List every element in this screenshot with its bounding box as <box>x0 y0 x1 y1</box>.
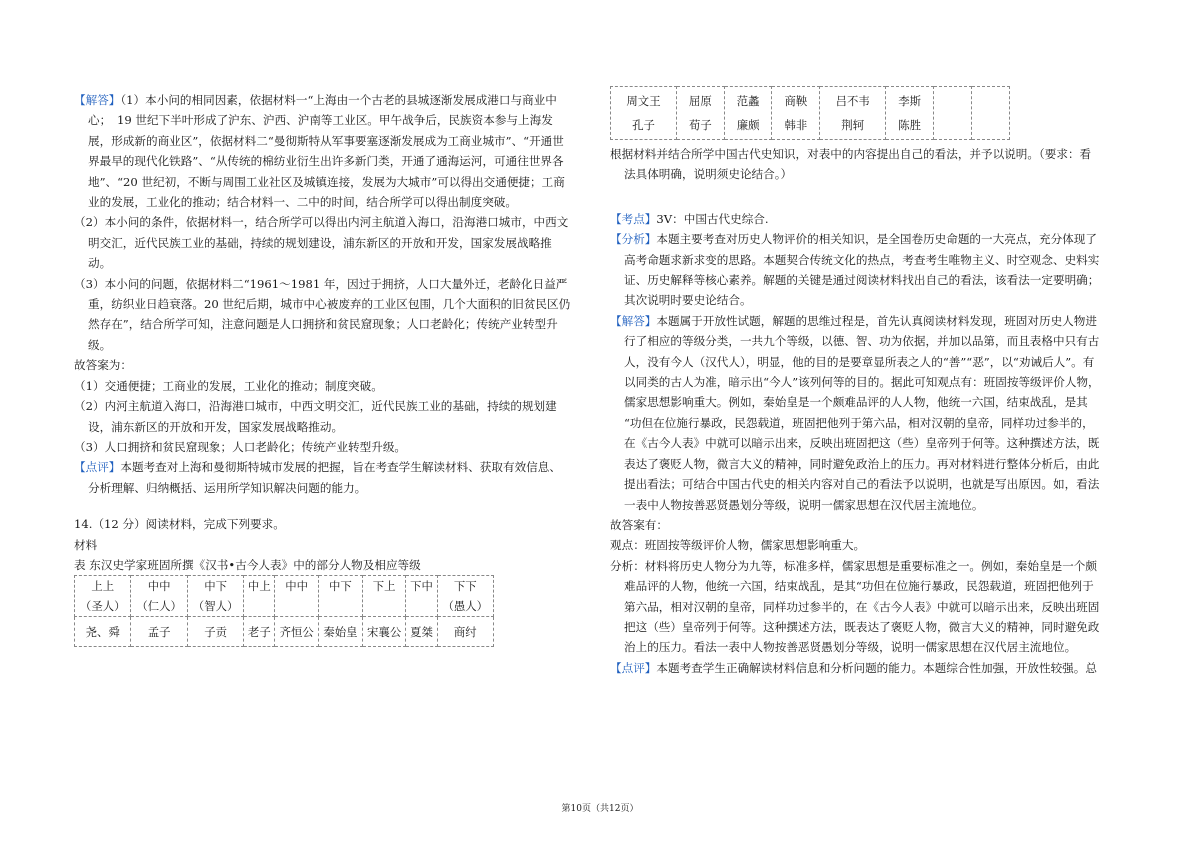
answer-line: 以同类的古人为准，暗示出“今人”该列何等的目的。据此可知观点有：班固按等级评价人物， <box>624 375 1100 390</box>
answer-line: 一表中人物按善恶贤愚划分等级，说明一儒家思想在汉代居主流地位。 <box>624 497 984 512</box>
grade-cell: 中下 <box>319 576 363 617</box>
final-answer-heading: 故答案为： <box>74 358 132 373</box>
person-cell: 尧、舜 <box>75 617 131 647</box>
analysis-line-1: 【分析】本题主要考查对历史人物评价的相关知识，是全国卷历史命题的一大亮点，充分体现了 <box>610 232 1097 247</box>
grade-cell: 下中 <box>406 576 437 617</box>
viewpoint-line: 观点：班固按等级评价人物，儒家思想影响重大。 <box>610 538 866 553</box>
analysis2-line: 把这（些）皇帝列于何等。这种撰述方法，既表达了褒贬人物，微言大义的精神，同时避免政 <box>624 619 1100 634</box>
grade-row <box>75 576 494 617</box>
answer-line: 在《古今人表》中就可以暗示出来，反映出班固把这（些）皇帝列于何等。这种撰述方法，既 <box>624 436 1100 451</box>
grade-cell: 下下 （愚人） <box>437 576 494 617</box>
person-cell: 商鞅 韩非 <box>772 87 820 140</box>
grade-cell: 下上 <box>362 576 406 617</box>
q13-part3-line: 重，纺织业日趋衰落。20 世纪后期，城市中心被废弃的工业区包围，几个大面积的旧贫民区仍 <box>88 297 571 312</box>
kaodian-line: 【考点】3V：中国古代史综合. <box>610 211 769 226</box>
answer-line: “功但在位施行暴政，民怨载道，班固把他列于第六品，相对汉朝的皇帝，同样功过参半的， <box>624 415 1094 430</box>
grade-cell: 中下 （智人） <box>187 576 243 617</box>
person-row <box>611 87 1010 140</box>
answer-line-1: 【解答】本题属于开放性试题，解题的思维过程是，首先认真阅读材料发现，班固对历史人物进 <box>610 313 1097 328</box>
q13-part3-line: 然存在”，结合所学可知，注意问题是人口拥挤和贫民窟现象；人口老龄化；传统产业转型升 <box>88 317 558 332</box>
person-cell: 屈原 荀子 <box>677 87 725 140</box>
page-footer: 第10页（共12页） <box>561 804 639 814</box>
answer-line: 表达了褒贬人物，微言大义的精神，同时避免政治上的压力。再对材料进行整体分析后，由此 <box>624 456 1100 471</box>
q14-prompt-line: 法具体明确，说明须史论结合。） <box>624 167 793 182</box>
person-cell: 子贡 <box>187 617 243 647</box>
analysis-tag: 【分析】 <box>610 232 657 247</box>
q13-answer-line: 心； 19 世纪下半叶形成了沪东、沪西、沪南等工业区。甲午战争后，民族资本参与上海发 <box>88 113 553 128</box>
analysis2-line: 分析：材料将历史人物分为九等，标准多样，儒家思想是重要标准之一。例如，秦始皇是一个颇 <box>610 558 1097 573</box>
answer-line: 提出看法；可结合中国古代史的相关内容对自己的看法予以说明，也就是写出原因。如，看法 <box>624 477 1100 492</box>
answer-line: 行了相应的等级分类，一共九个等级，以德、智、功为依据，并加以品第，而且表格中只有古 <box>624 334 1100 349</box>
left-column <box>74 90 594 647</box>
analysis-line: 其次说明时要史论结合。 <box>624 293 752 308</box>
grade-cell: 中中 （仁人） <box>131 576 187 617</box>
person-cell: 商纣 <box>437 617 494 647</box>
right-column <box>610 86 1130 678</box>
kaodian-tag: 【考点】 <box>610 211 657 226</box>
person-cell: 齐恒公 <box>275 617 319 647</box>
q13-answer-line: 界最早的现代化铁路”、“从传统的棉纺业衍生出许多新门类，开通了通海运河，可通往世界各 <box>88 154 564 169</box>
analysis2-line: 难品评的人物，他统一六国，结束战乱，是其“功但在位施行暴政，民怨载道，班固把他列于 <box>624 579 1094 594</box>
person-cell <box>934 87 972 140</box>
answer-line: 儒家思想影响重大。例如，秦始皇是一个颇难品评的人人物，他统一六国，结束战乱，是其 <box>624 395 1088 410</box>
q13-answer-line-1: 【解答】（1）本小问的相同因素，依据材料一“上海由一个古老的县城逐渐发展成港口与商业中 <box>74 93 557 107</box>
final-answer-line: （2）内河主航道入海口，沿海港口城市，中西文明交汇，近代民族工业的基础，持续的规划建 <box>74 399 557 414</box>
q13-part3-line: （3）本小问的问题，依据材料二“1961～1981 年，因过于拥挤，人口大量外迁，老龄化日益严 <box>74 276 568 291</box>
answer-tag: 【解答】 <box>610 313 657 328</box>
q13-review-line-1: 【点评】本题考查对上海和曼彻斯特城市发展的把握，旨在考查学生解读材料、获取有效信息、 <box>74 460 561 475</box>
review-line: 【点评】本题考查学生正确解读材料信息和分析问题的能力。本题综合性加强，开放性较强。总 <box>610 660 1097 675</box>
answer-tag: 【解答】 <box>74 93 121 107</box>
q13-part3-line: 级。 <box>88 337 112 352</box>
person-row <box>75 617 494 647</box>
q13-part2-line: （2）本小问的条件，依据材料一，结合所学可以得出内河主航道入海口，沿海港口城市，中西文 <box>74 215 569 230</box>
q13-part2-line: 动。 <box>88 256 112 271</box>
grade-cell: 中上 <box>244 576 275 617</box>
person-cell: 范蠡 廉颇 <box>724 87 772 140</box>
q13-answer-line: 业的发展，工业化的推动；结合材料一、二中的时间，结合所学可以得出制度突破。 <box>88 195 517 210</box>
persons-table-continued <box>610 86 1010 140</box>
person-cell: 秦始皇 <box>319 617 363 647</box>
answer-line: 人，没有今人（汉代人），明显，他的目的是要章显所表之人的“善”“恶”，以“劝诫后人”。有 <box>624 354 1095 369</box>
person-cell: 孟子 <box>131 617 187 647</box>
person-cell: 周文王 孔子 <box>611 87 677 140</box>
analysis-line: 高考命题求新求变的思路。本题契合传统文化的热点，考查考生唯物主义、时空观念、史料实 <box>624 252 1100 267</box>
q13-review-line: 分析理解、归纳概括、运用所学知识解决问题的能力。 <box>88 480 367 495</box>
analysis-line: 证、历史解释等核心素养。解题的关键是通过阅读材料找出自己的看法，该看法一定要明确； <box>624 273 1100 288</box>
person-cell: 李斯 陈胜 <box>886 87 934 140</box>
person-cell <box>972 87 1010 140</box>
grade-cell: 中中 <box>275 576 319 617</box>
person-cell: 吕不韦 荆轲 <box>820 87 886 140</box>
final-answer-line: （3）人口拥挤和贫民窟现象；人口老龄化；传统产业转型升级。 <box>74 439 407 454</box>
q14-material-label: 材料 <box>74 537 98 552</box>
q13-answer-line: 地”、“20 世纪初，不断与周围工业社区及城镇连接，发展为大城市”可以得出交通便捷；工商 <box>88 174 565 189</box>
review-tag: 【点评】 <box>74 460 121 475</box>
q13-answer-line: 展，形成新的商业区”，依据材料二“曼彻斯特从军事要塞逐渐发展成为工商业城市”、“开通世 <box>88 133 564 148</box>
q14-heading: 14.（12 分）阅读材料，完成下列要求。 <box>74 517 285 532</box>
person-cell: 宋襄公 <box>362 617 406 647</box>
review-tag: 【点评】 <box>610 660 657 675</box>
final-answer-line: 设，浦东新区的开放和开发，国家发展战略推动。 <box>88 419 344 434</box>
final-answer-line: （1）交通便捷；工商业的发展，工业化的推动；制度突破。 <box>74 378 383 393</box>
analysis2-line: 第六品，相对汉朝的皇帝，同样功过参半的，在《古今人表》中就可以暗示出来，反映出班固 <box>624 599 1100 614</box>
persons-table <box>74 575 494 647</box>
final-answer-heading: 故答案有： <box>610 517 668 532</box>
q14-table-caption: 表 东汉史学家班固所撰《汉书•古今人表》中的部分人物及相应等级 <box>74 557 421 572</box>
q14-prompt-line: 根据材料并结合所学中国古代史知识，对表中的内容提出自己的看法，并予以说明。（要求：看 <box>610 147 1092 161</box>
analysis2-line: 治上的压力。看法一表中人物按善恶贤愚划分等级，说明一儒家思想在汉代居主流地位。 <box>624 640 1077 655</box>
person-cell: 老子 <box>244 617 275 647</box>
q13-part2-line: 明交汇，近代民族工业的基础，持续的规划建设，浦东新区的开放和开发，国家发展战略推 <box>88 235 552 250</box>
person-cell: 夏桀 <box>406 617 437 647</box>
grade-cell: 上上 （圣人） <box>75 576 131 617</box>
